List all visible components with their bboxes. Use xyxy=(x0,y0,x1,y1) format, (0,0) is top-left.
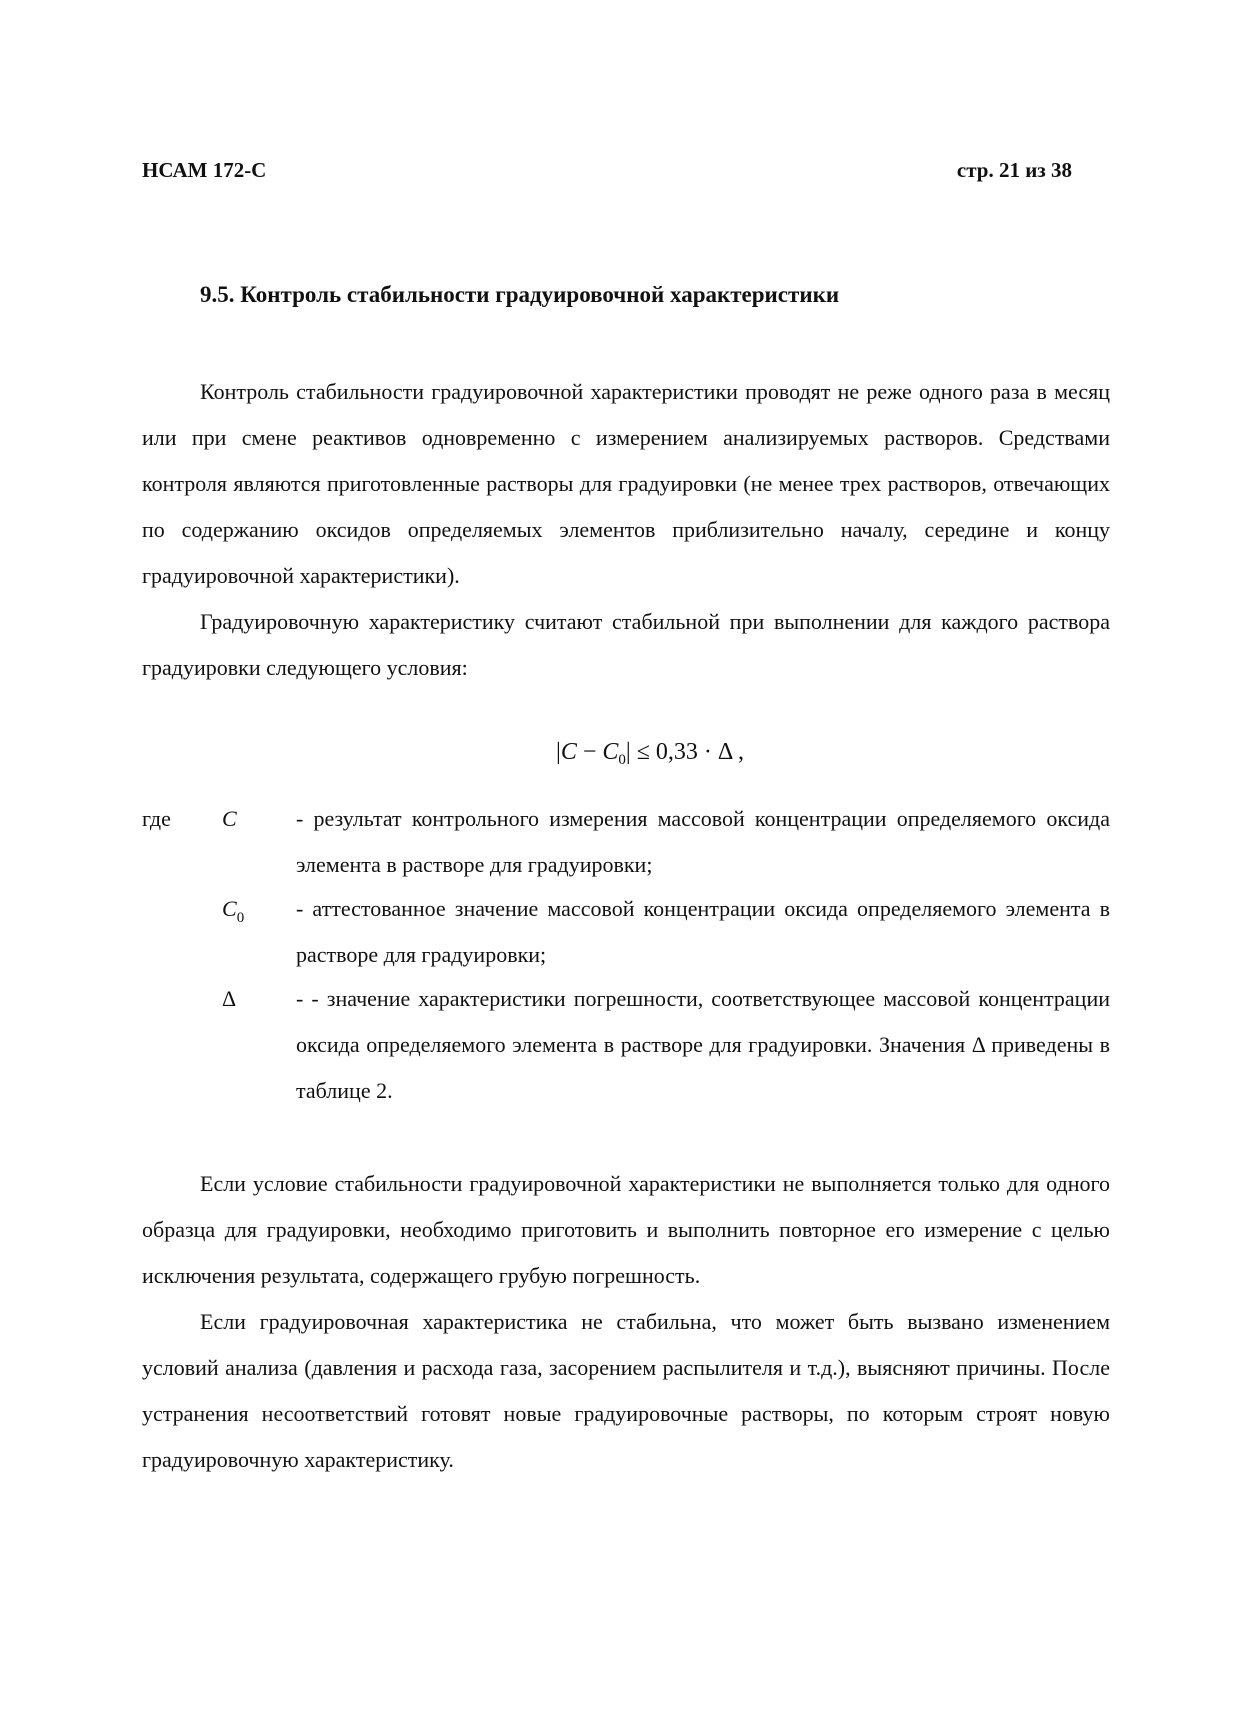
document-code: НСАМ 172-С xyxy=(142,158,267,182)
definition-symbol-c: C xyxy=(222,806,237,831)
formula-var-c: C xyxy=(560,739,577,765)
formula-var-c0: C xyxy=(602,739,619,765)
page-number: стр. 21 из 38 xyxy=(956,158,1072,182)
paragraph-stability-condition: Градуировочную характеристику считают стабильной при выполнении для каждого раствора градуировки следующего условия: xyxy=(142,609,1110,680)
paragraph-control-frequency: Контроль стабильности градуировочной характеристики проводят не реже одного раза в месяц или при смене реактивов одновременно с измерением анализируемых растворов. Средствами контроля являются приготовленные растворы для градуировки (не менее трех растворов, отвечающих по содержанию оксидов определяемых элементов приблизительно началу, середине и концу градуировочной характеристики). xyxy=(142,379,1110,588)
paragraph-block-1 xyxy=(142,369,1110,691)
definition-symbol-delta: Δ xyxy=(222,986,237,1011)
paragraph-block-2 xyxy=(142,1161,1110,1483)
definition-symbol-c0 xyxy=(222,886,244,941)
formula-abs-close: | xyxy=(625,739,631,765)
formula-minus: − xyxy=(576,739,603,765)
formula-abs-open: | xyxy=(556,739,561,765)
definition-text-c: - результат контрольного измерения массовой концентрации определяемого оксида элемента в растворе для градуировки; xyxy=(296,806,1110,877)
where-label: где xyxy=(142,806,171,831)
paragraph-single-sample: Если условие стабильности градуировочной характеристики не выполняется только для одного образца для градуировки, необходимо приготовить и выполнить повторное его измерение с целью исключения результата, содержащего грубую погрешность. xyxy=(142,1171,1110,1288)
paragraph-unstable-calibration: Если градуировочная характеристика не стабильна, что может быть вызвано изменением условий анализа (давления и расхода газа, засорением распылителя и т.д.), выясняют причины. После устранения несоответствий готовят новые градуировочные растворы, по которым строят новую градуировочную характеристику. xyxy=(142,1309,1110,1472)
formula-subscript: 0 xyxy=(618,752,626,768)
definition-text-delta: - - значение характеристики погрешности, соответствующее массовой концентрации оксида определяемого элемента в растворе для градуировки. Значения Δ приведены в таблице 2. xyxy=(296,986,1110,1103)
formula-inequality: ≤ 0,33 · Δ , xyxy=(630,739,744,765)
definition-symbol-c0-letter: C xyxy=(222,896,237,921)
stability-formula xyxy=(556,739,744,769)
definition-text-c0: - аттестованное значение массовой концентрации оксида определяемого элемента в растворе для градуировки; xyxy=(296,896,1110,967)
definition-symbol-c0-subscript: 0 xyxy=(236,910,245,926)
section-title: 9.5. Контроль стабильности градуировочной характеристики xyxy=(200,282,840,307)
